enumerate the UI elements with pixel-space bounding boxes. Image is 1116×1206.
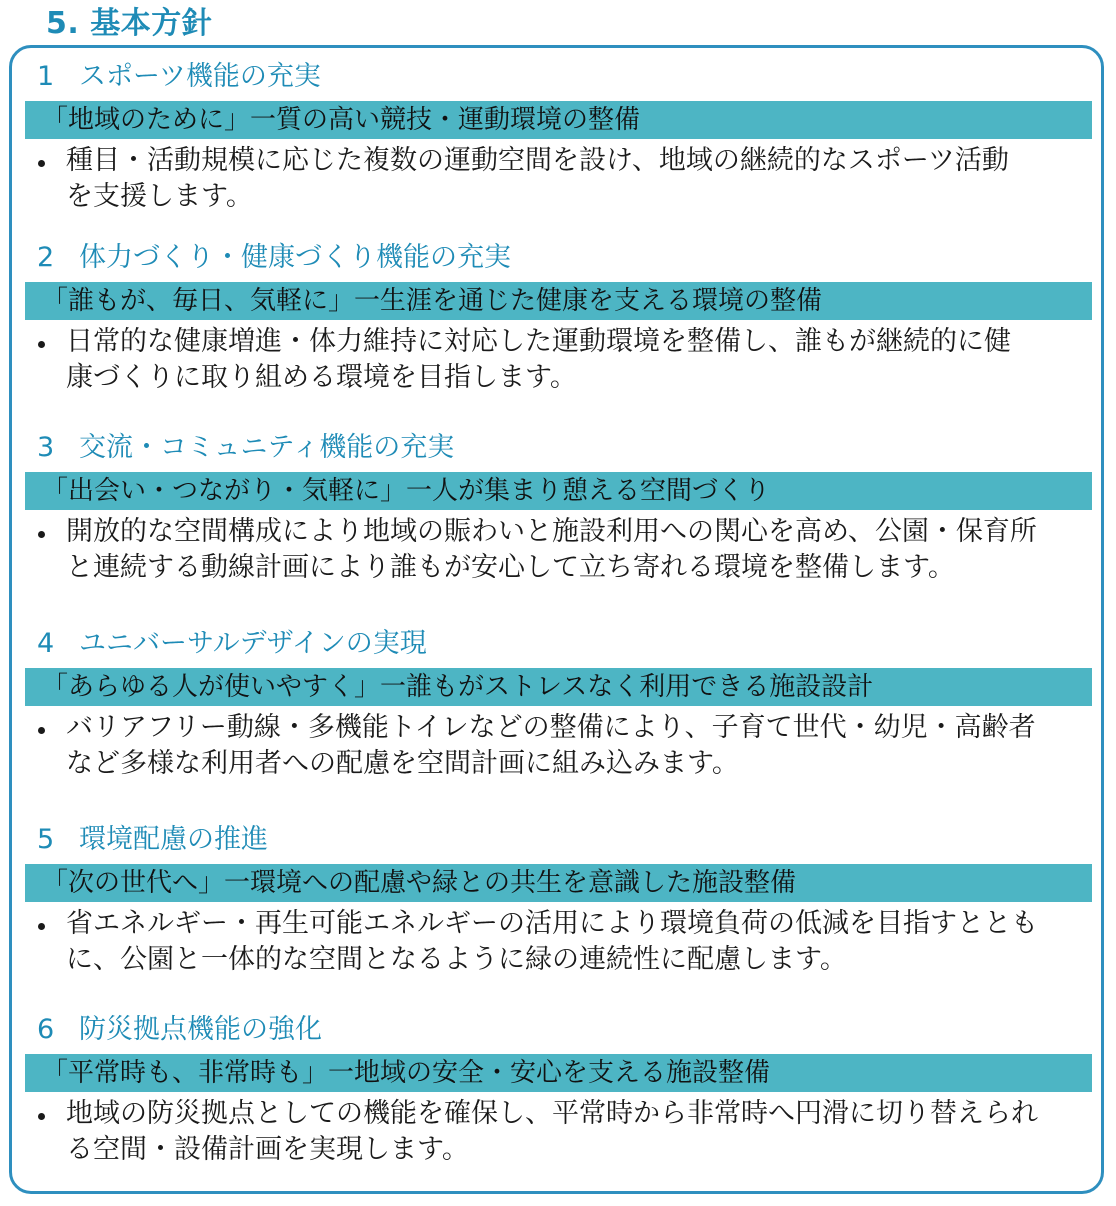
section-number: 3 (37, 432, 55, 463)
bullet-icon (38, 1113, 45, 1120)
body-line: 省エネルギー・再生可能エネルギーの活用により環境負荷の低減を目指すととも (66, 908, 1038, 939)
section-body (66, 906, 1096, 978)
bullet-icon (38, 531, 45, 538)
subtitle-band (25, 101, 1092, 139)
section-heading (37, 430, 454, 466)
section-body (66, 1096, 1096, 1168)
section-number: 6 (37, 1014, 55, 1045)
section-number: 1 (37, 61, 55, 92)
section-body (66, 710, 1096, 782)
body-line: 開放的な空間構成により地域の賑わいと施設利用への関心を高め、公園・保育所 (66, 516, 1037, 547)
section-title: 防災拠点機能の強化 (79, 1014, 322, 1045)
section-body (66, 514, 1096, 586)
section-title: 体力づくり・健康づくり機能の充実 (79, 242, 511, 273)
bullet-icon (38, 727, 45, 734)
section-heading (37, 822, 268, 858)
section-title: 交流・コミュニティ機能の充実 (79, 432, 455, 463)
subtitle-band (25, 864, 1092, 902)
section-number: 4 (37, 628, 55, 659)
section-subtitle: 「出会い・つながり・気軽に」一人が集まり憩える空間づくり (42, 476, 771, 506)
section-subtitle: 「誰もが、毎日、気軽に」一生涯を通じた健康を支える環境の整備 (42, 286, 823, 316)
subtitle-band (25, 1054, 1092, 1092)
body-line: 種目・活動規模に応じた複数の運動空間を設け、地域の継続的なスポーツ活動 (66, 145, 1009, 176)
section-body (66, 324, 1096, 396)
subtitle-band (25, 282, 1092, 320)
section-subtitle: 「あらゆる人が使いやすく」一誰もがストレスなく利用できる施設設計 (42, 672, 874, 702)
body-line: と連続する動線計画により誰もが安心して立ち寄れる環境を整備します。 (66, 552, 955, 583)
body-line: に、公園と一体的な空間となるように緑の連続性に配慮します。 (66, 944, 847, 975)
bullet-icon (38, 160, 45, 167)
subtitle-band (25, 472, 1092, 510)
section-number: 5 (37, 824, 55, 855)
body-line: 地域の防災拠点としての機能を確保し、平常時から非常時へ円滑に切り替えられ (66, 1098, 1038, 1129)
body-line: る空間・設備計画を実現します。 (66, 1134, 469, 1165)
section-subtitle: 「地域のために」一質の高い競技・運動環境の整備 (42, 105, 641, 135)
section-heading (37, 240, 511, 276)
section-title: ユニバーサルデザインの実現 (79, 628, 427, 659)
bullet-icon (38, 341, 45, 348)
body-line: 日常的な健康増進・体力維持に対応した運動環境を整備し、誰もが継続的に健 (66, 326, 1011, 357)
body-line: など多様な利用者への配慮を空間計画に組み込みます。 (66, 748, 739, 779)
section-subtitle: 「平常時も、非常時も」一地域の安全・安心を支える施設整備 (42, 1058, 771, 1088)
section-title: スポーツ機能の充実 (79, 61, 321, 92)
body-line: 康づくりに取り組める環境を目指します。 (66, 362, 577, 393)
page-title: 5. 基本方針 (46, 6, 213, 41)
bullet-icon (38, 923, 45, 930)
section-heading (37, 626, 427, 662)
section-number: 2 (37, 242, 55, 273)
section-heading (37, 1012, 322, 1048)
section-title: 環境配慮の推進 (79, 824, 268, 855)
body-line: を支援します。 (66, 181, 253, 212)
body-line: バリアフリー動線・多機能トイレなどの整備により、子育て世代・幼児・高齢者 (66, 712, 1036, 743)
subtitle-band (25, 668, 1092, 706)
section-body (66, 143, 1096, 215)
section-heading (37, 59, 321, 95)
section-subtitle: 「次の世代へ」一環境への配慮や緑との共生を意識した施設整備 (42, 868, 797, 898)
